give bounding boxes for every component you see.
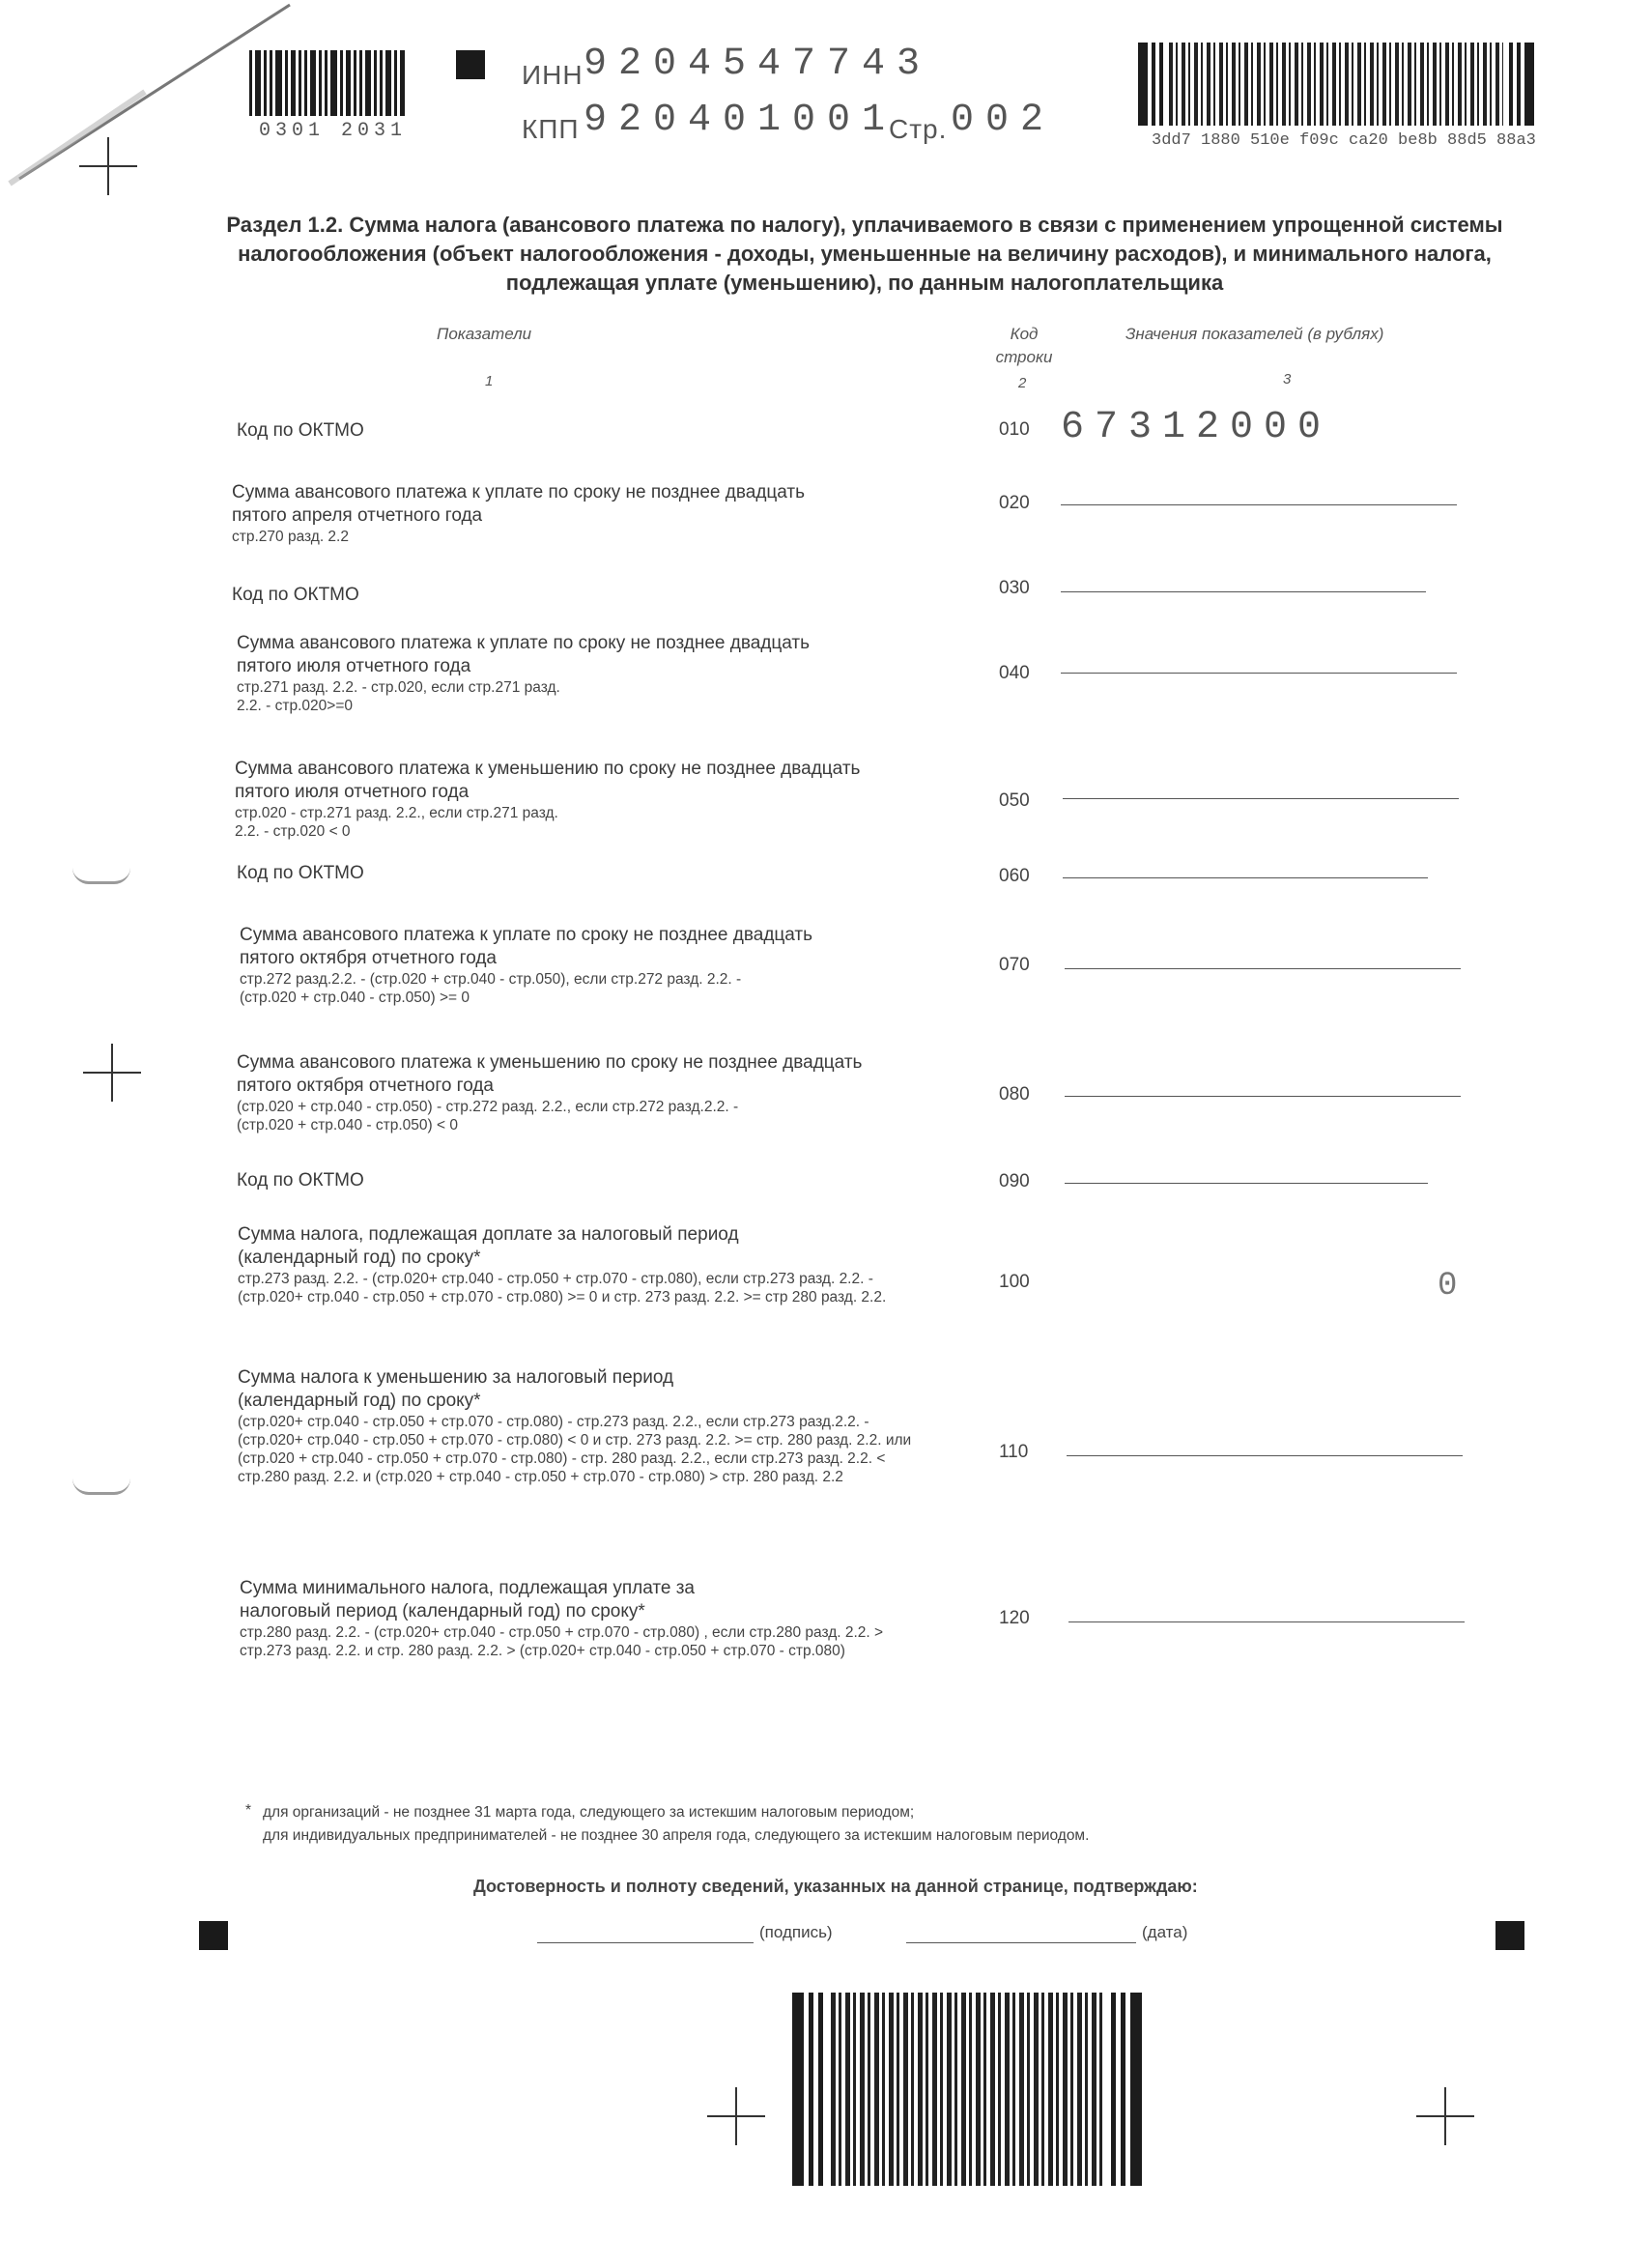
punch-hole-icon (72, 868, 130, 884)
value-field-040[interactable] (1061, 673, 1457, 674)
value-field-090[interactable] (1065, 1183, 1428, 1184)
value-field-030[interactable] (1061, 591, 1426, 592)
row-label: Сумма авансового платежа к уплате по сроку не позднее двадцать пятого апреля отчетного года (232, 482, 806, 526)
row-code: 050 (999, 790, 1030, 811)
row-label: Сумма авансового платежа к уплате по сроку не позднее двадцать пятого июля отчетного года (237, 633, 811, 676)
row-formula: стр.270 разд. 2.2 (232, 529, 349, 545)
row-code: 110 (999, 1442, 1029, 1462)
row-code: 080 (999, 1084, 1030, 1105)
row-formula: стр.273 разд. 2.2. - (стр.020+ стр.040 - стр.050 + стр.070 - стр.080), если стр.273 разд. 2.2. - (стр.020+ стр.040 - стр.050 + стр.070 - стр.080) >= 0 и стр. 273 разд. 2.2. >= стр 280 разд. 2.2. (238, 1271, 887, 1306)
row-code: 020 (999, 493, 1030, 513)
row-label: Сумма налога, подлежащая доплате за налоговый период (календарный год) по сроку* (238, 1224, 739, 1268)
page-label: Стр. (889, 114, 948, 144)
date-label: (дата) (1142, 1923, 1188, 1941)
barcode-top-left (249, 50, 408, 116)
row-formula: (стр.020 + стр.040 - стр.050) - стр.272 разд. 2.2., если стр.272 разд.2.2. - (стр.020 + стр.040 - стр.050) < 0 (237, 1099, 739, 1134)
registration-square-icon (199, 1921, 228, 1950)
footnote-line-2: для индивидуальных предпринимателей - не позднее 30 апреля года, следующего за истекшим налоговым периодом. (263, 1827, 1090, 1844)
row-label: Сумма налога к уменьшению за налоговый период (календарный год) по сроку* (238, 1367, 674, 1411)
barcode-number: 0301 2031 (259, 120, 408, 142)
row-code: 090 (999, 1171, 1030, 1191)
column-header-code (985, 323, 1063, 369)
registration-cross-icon (707, 2087, 765, 2145)
footnote (263, 1801, 1325, 1848)
row-code: 040 (999, 663, 1030, 683)
column-header-code-line2: строки (995, 348, 1053, 366)
row-label: Код по ОКТМО (237, 863, 364, 883)
value-field-110[interactable] (1067, 1455, 1463, 1456)
document-hash: 3dd7 1880 510e f09c ca20 be8b 88d5 88a3 (1152, 131, 1536, 150)
row-formula: стр.271 разд. 2.2. - стр.020, если стр.271 разд. 2.2. - стр.020>=0 (237, 679, 560, 714)
row-formula: стр.272 разд.2.2. - (стр.020 + стр.040 - стр.050), если стр.272 разд. 2.2. - (стр.020 + стр.040 - стр.050) >= 0 (240, 971, 742, 1006)
inn-label: ИНН (522, 60, 584, 90)
footnote-line-1: для организаций - не позднее 31 марта года, следующего за истекшим налоговым периодом; (263, 1804, 915, 1821)
column-number-3: 3 (1283, 371, 1292, 387)
row-code: 100 (999, 1272, 1030, 1292)
value-field-050[interactable] (1063, 798, 1459, 799)
footnote-star: * (245, 1802, 252, 1819)
registration-cross-icon (83, 1044, 141, 1102)
value-field-080[interactable] (1065, 1096, 1461, 1097)
row-label: Код по ОКТМО (232, 585, 359, 605)
column-header-values: Значения показателей (в рублях) (1125, 325, 1384, 343)
inn-value: 9204547743 (584, 43, 932, 86)
registration-square-icon (456, 50, 485, 79)
signature-label: (подпись) (759, 1923, 833, 1941)
value-field-100[interactable]: 0 (1438, 1268, 1458, 1305)
value-field-060[interactable] (1063, 877, 1428, 878)
column-number-1: 1 (485, 373, 494, 389)
value-field-120[interactable] (1068, 1621, 1465, 1622)
value-field-070[interactable] (1065, 968, 1461, 969)
row-label: Сумма авансового платежа к уменьшению по сроку не позднее двадцать пятого октября отчетного года (237, 1052, 863, 1096)
section-title: Раздел 1.2. Сумма налога (авансового платежа по налогу), уплачиваемого в связи с применением упрощенной системы налогообложения (объект налогообложения - доходы, уменьшенные на величину расходов), и минимального налога, подлежащая уплате (уменьшению), по данным налогоплательщика (226, 213, 1503, 295)
row-code: 120 (999, 1608, 1030, 1628)
row-label: Код по ОКТМО (237, 420, 364, 441)
oktmo-value-010[interactable]: 67312000 (1061, 406, 1332, 449)
column-header-code-line1: Код (1010, 325, 1039, 343)
row-formula: стр.020 - стр.271 разд. 2.2., если стр.271 разд. 2.2. - стр.020 < 0 (235, 805, 558, 840)
column-header-indicators: Показатели (437, 325, 532, 343)
kpp-value: 920401001 (584, 99, 897, 142)
registration-square-icon (1495, 1921, 1524, 1950)
row-label: Сумма авансового платежа к уплате по сроку не позднее двадцать пятого октября отчетного года (240, 925, 813, 968)
row-label: Сумма авансового платежа к уменьшению по сроку не позднее двадцать пятого июля отчетного года (235, 759, 861, 802)
value-field-020[interactable] (1061, 504, 1457, 505)
kpp-label: КПП (522, 114, 580, 144)
signature-field[interactable] (537, 1942, 754, 1943)
row-label: Сумма минимального налога, подлежащая уплате за налоговый период (календарный год) по сроку* (240, 1578, 696, 1621)
barcode-top-right (1138, 43, 1534, 126)
punch-hole-icon (72, 1478, 130, 1495)
row-code: 010 (999, 419, 1030, 440)
registration-cross-icon (79, 137, 137, 195)
row-formula: (стр.020+ стр.040 - стр.050 + стр.070 - стр.080) - стр.273 разд. 2.2., если стр.273 разд.2.2. - (стр.020+ стр.040 - стр.050 + стр.070 - стр.080) < 0 и стр. 273 разд. 2.2. >= стр. 280 разд. 2.2. или (стр.020 + стр.040 - стр.050 + стр.070 - стр.080) - стр. 280 разд. 2.2., если стр.273 разд. 2.2. < стр.280 разд. 2.2. и (стр.020 + стр.040 - стр.050 + стр.070 - стр.080) > стр. 280 разд. 2.2 (238, 1414, 912, 1485)
row-code: 030 (999, 578, 1030, 598)
row-formula: стр.280 разд. 2.2. - (стр.020+ стр.040 - стр.050 + стр.070 - стр.080) , если стр.280 разд. 2.2. > стр.273 разд. 2.2. и стр. 280 разд. 2.2. > (стр.020+ стр.040 - стр.050 + стр.070 - стр.080) (240, 1624, 884, 1659)
row-label: Код по ОКТМО (237, 1170, 364, 1191)
barcode-bottom (792, 1993, 1142, 2186)
page-number: 002 (951, 99, 1056, 142)
date-field[interactable] (906, 1942, 1136, 1943)
column-number-2: 2 (1018, 375, 1027, 391)
row-code: 060 (999, 866, 1030, 886)
row-code: 070 (999, 955, 1030, 975)
confirmation-text: Достоверность и полноту сведений, указанных на данной странице, подтверждаю: (473, 1877, 1198, 1896)
registration-cross-icon (1416, 2087, 1474, 2145)
